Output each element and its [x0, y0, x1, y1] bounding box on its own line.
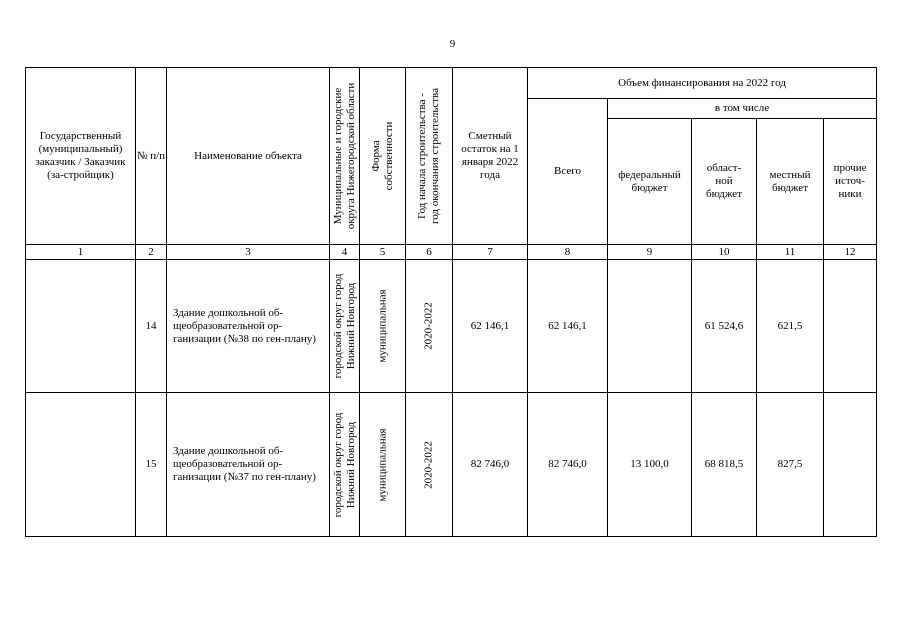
- header-years-line1: Год начала строительства -: [416, 93, 428, 219]
- column-number: 3: [167, 245, 330, 260]
- cell-local: 827,5: [757, 393, 824, 537]
- cell-municipality-line1: городской округ город: [331, 273, 344, 379]
- cell-other: [824, 393, 877, 537]
- header-ownership-line1: Форма: [369, 140, 382, 172]
- header-regional: област-ной бюджет: [692, 119, 757, 245]
- cell-total: 62 146,1: [528, 260, 608, 393]
- cell-object-name: Здание дошкольной об-щеобразовательной ор-ганизации (№37 по ген-плану): [167, 393, 330, 537]
- table-row: [26, 393, 877, 537]
- cell-object-name: Здание дошкольной об-щеобразовательной ор-ганизации (№38 по ген-плану): [167, 260, 330, 393]
- cell-years-text: 2020-2022: [422, 302, 435, 350]
- header-other: прочие источ-ники: [824, 119, 877, 245]
- cell-municipality-line1: городской округ город: [331, 412, 344, 517]
- column-number: 8: [528, 245, 608, 260]
- column-number: 1: [26, 245, 136, 260]
- cell-federal: 13 100,0: [608, 393, 692, 537]
- cell-federal: [608, 260, 692, 393]
- header-municipality-line1: Муниципальные и городские: [331, 87, 344, 225]
- financing-table: [25, 67, 877, 537]
- column-number: 9: [608, 245, 692, 260]
- page-number: 9: [449, 38, 456, 50]
- column-number: 6: [406, 245, 453, 260]
- cell-ownership-text: муниципальная: [376, 289, 388, 363]
- cell-other: [824, 260, 877, 393]
- table-row: [26, 260, 877, 393]
- cell-municipality-line2: Нижний Новгород: [344, 282, 357, 370]
- cell-regional: 61 524,6: [692, 260, 757, 393]
- cell-years-text: 2020-2022: [422, 440, 435, 489]
- cell-regional: 68 818,5: [692, 393, 757, 537]
- header-object-name: Наименование объекта: [167, 68, 330, 245]
- header-estimate: Сметный остаток на 1 января 2022 года: [453, 68, 528, 245]
- header-num: № п/п: [136, 68, 167, 245]
- cell-ownership: [360, 260, 406, 393]
- column-number: 12: [824, 245, 877, 260]
- cell-ownership: [360, 393, 406, 537]
- header-local: местный бюджет: [757, 119, 824, 245]
- column-number: 7: [453, 245, 528, 260]
- column-number-row: [26, 245, 877, 260]
- cell-total: 82 746,0: [528, 393, 608, 537]
- cell-estimate: 82 746,0: [453, 393, 528, 537]
- header-municipality: [330, 68, 360, 245]
- cell-estimate: 62 146,1: [453, 260, 528, 393]
- header-ownership: [360, 68, 406, 245]
- header-municipality-line2: округа Нижегородской области: [344, 82, 357, 230]
- cell-years: [406, 260, 453, 393]
- cell-municipality: [330, 393, 360, 537]
- cell-years: [406, 393, 453, 537]
- header-ownership-line2: собственности: [382, 121, 395, 191]
- cell-local: 621,5: [757, 260, 824, 393]
- cell-customer: [26, 260, 136, 393]
- cell-num: 14: [136, 260, 167, 393]
- cell-ownership-text: муниципальная: [376, 427, 388, 502]
- column-number: 4: [330, 245, 360, 260]
- column-number: 5: [360, 245, 406, 260]
- header-customer: Государственный (муниципальный) заказчик / Заказчик (за-стройщик): [26, 68, 136, 245]
- column-number: 2: [136, 245, 167, 260]
- cell-municipality: [330, 260, 360, 393]
- column-number: 11: [757, 245, 824, 260]
- header-years: [406, 68, 453, 245]
- header-federal: федеральный бюджет: [608, 119, 692, 245]
- cell-municipality-line2: Нижний Новгород: [344, 421, 357, 508]
- cell-customer: [26, 393, 136, 537]
- header-years-line2: год окончания строительства: [429, 88, 441, 224]
- header-including: в том числе: [608, 99, 877, 119]
- column-number: 10: [692, 245, 757, 260]
- header-financing: Объем финансирования на 2022 год: [528, 68, 877, 99]
- cell-num: 15: [136, 393, 167, 537]
- header-total: Всего: [528, 99, 608, 245]
